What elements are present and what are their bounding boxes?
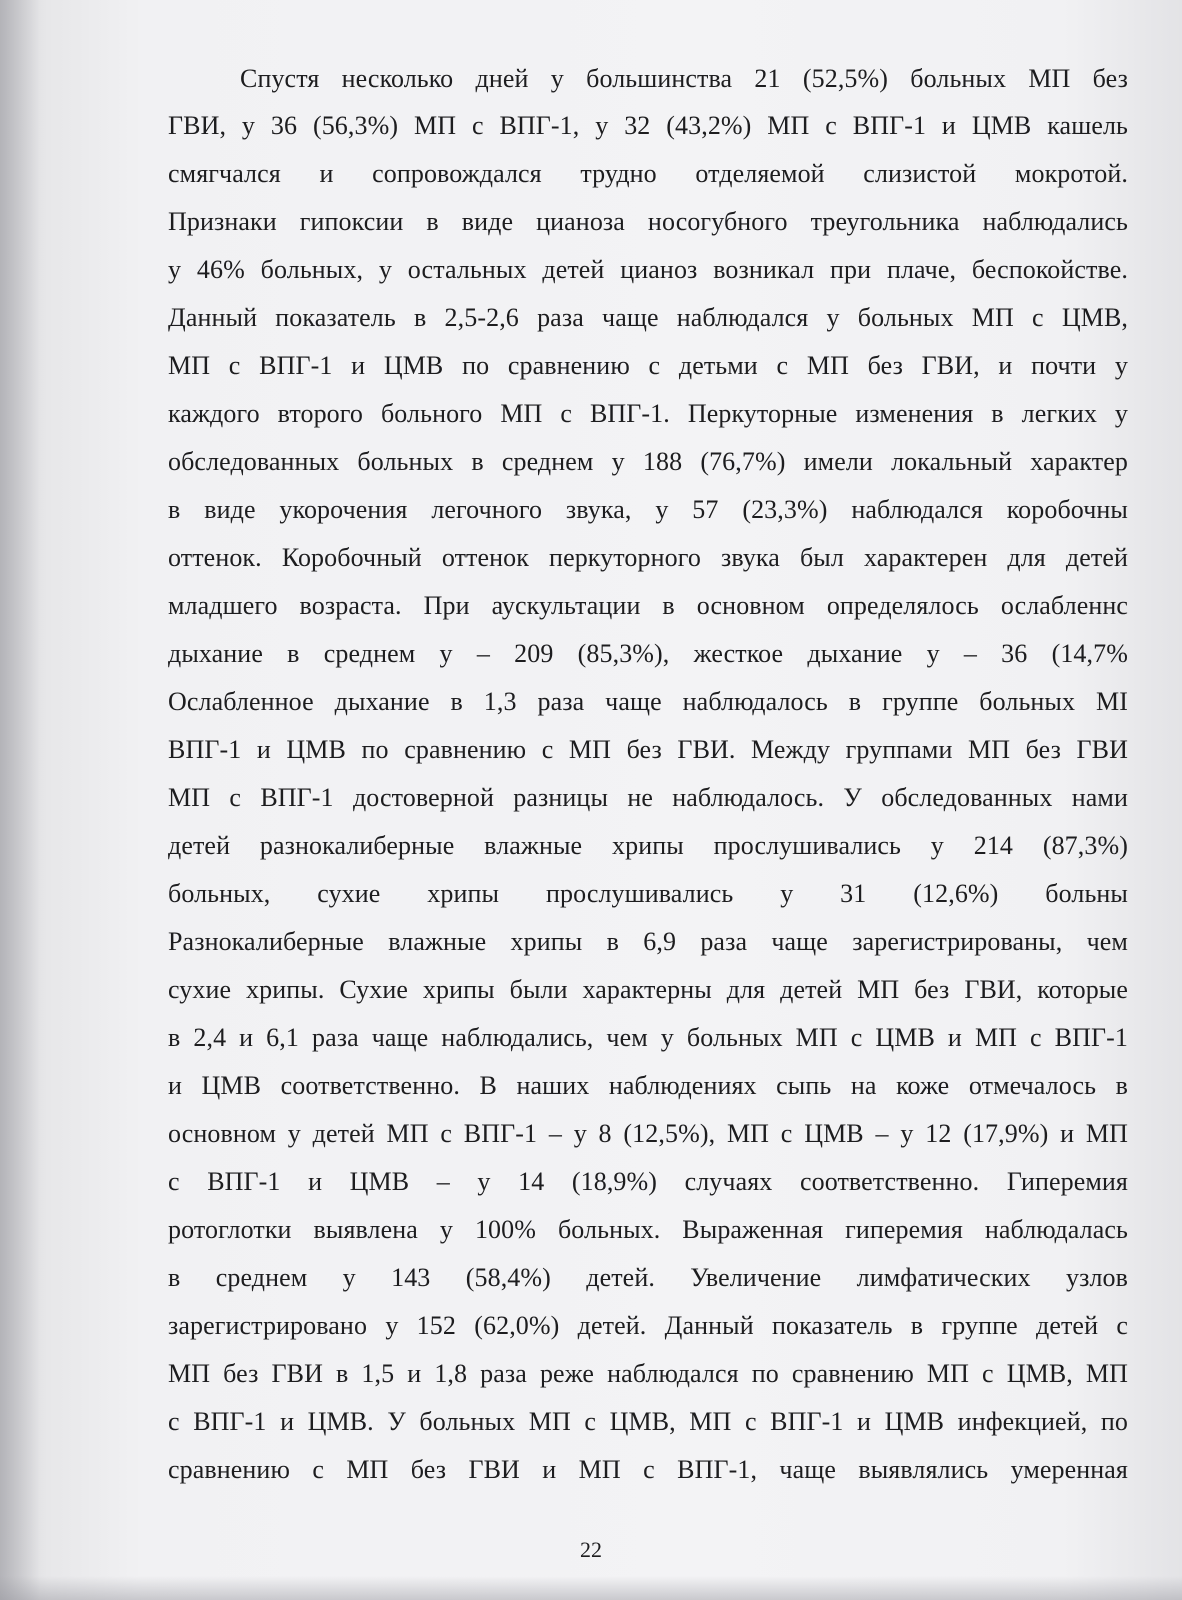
text-line: Признаки гипоксии в виде цианоза носогубного треугольника наблюдались <box>168 207 1128 236</box>
text-line: Спустя несколько дней у большинства 21 (52,5%) больных МП без <box>240 64 1128 93</box>
text-line: сравнению с МП без ГВИ и МП с ВПГ-1, чаще выявлялись умеренная <box>168 1455 1128 1484</box>
text-line: детей разнокалиберные влажные хрипы прослушивались у 214 (87,3%) <box>168 831 1128 860</box>
text-line: МП с ВПГ-1 достоверной разницы не наблюдалось. У обследованных нами <box>168 783 1128 812</box>
text-line: МП без ГВИ в 1,5 и 1,8 раза реже наблюдался по сравнению МП с ЦМВ, МП <box>168 1359 1128 1388</box>
text-line: МП с ВПГ-1 и ЦМВ по сравнению с детьми с МП без ГВИ, и почти у <box>168 351 1128 380</box>
text-line: ГВИ, у 36 (56,3%) МП с ВПГ-1, у 32 (43,2%) МП с ВПГ-1 и ЦМВ кашель <box>168 111 1128 140</box>
text-line: ротоглотки выявлена у 100% больных. Выраженная гиперемия наблюдалась <box>168 1215 1128 1244</box>
text-line: в 2,4 и 6,1 раза чаще наблюдались, чем у больных МП с ЦМВ и МП с ВПГ-1 <box>168 1023 1128 1052</box>
text-line: основном у детей МП с ВПГ-1 – у 8 (12,5%), МП с ЦМВ – у 12 (17,9%) и МП <box>168 1119 1128 1148</box>
text-line: младшего возраста. При аускультации в основном определялось ослабленнс <box>168 591 1128 620</box>
text-line: с ВПГ-1 и ЦМВ. У больных МП с ЦМВ, МП с ВПГ-1 и ЦМВ инфекцией, по <box>168 1407 1128 1436</box>
text-line: дыхание в среднем у – 209 (85,3%), жесткое дыхание у – 36 (14,7% <box>168 639 1128 668</box>
text-line: каждого второго больного МП с ВПГ-1. Перкуторные изменения в легких у <box>168 399 1128 428</box>
text-line: у 46% больных, у остальных детей цианоз возникал при плаче, беспокойстве. <box>168 255 1128 284</box>
text-line: Разнокалиберные влажные хрипы в 6,9 раза чаще зарегистрированы, чем <box>168 927 1128 956</box>
text-line: зарегистрировано у 152 (62,0%) детей. Данный показатель в группе детей с <box>168 1311 1128 1340</box>
text-line: ВПГ-1 и ЦМВ по сравнению с МП без ГВИ. Между группами МП без ГВИ <box>168 735 1128 764</box>
text-line: больных, сухие хрипы прослушивались у 31 (12,6%) больны <box>168 879 1128 908</box>
text-line: в виде укорочения легочного звука, у 57 (23,3%) наблюдался коробочны <box>168 495 1128 524</box>
text-line: сухие хрипы. Сухие хрипы были характерны для детей МП без ГВИ, которые <box>168 975 1128 1004</box>
page-number: 22 <box>580 1537 602 1562</box>
text-line: и ЦМВ соответственно. В наших наблюдениях сыпь на коже отмечалось в <box>168 1071 1128 1100</box>
text-line: в среднем у 143 (58,4%) детей. Увеличение лимфатических узлов <box>168 1263 1128 1292</box>
text-line: обследованных больных в среднем у 188 (76,7%) имели локальный характер <box>168 447 1128 476</box>
text-line: Ослабленное дыхание в 1,3 раза чаще наблюдалось в группе больных МІ <box>168 687 1128 716</box>
text-line: оттенок. Коробочный оттенок перкуторного звука был характерен для детей <box>168 543 1128 572</box>
text-line: с ВПГ-1 и ЦМВ – у 14 (18,9%) случаях соответственно. Гиперемия <box>168 1167 1128 1196</box>
text-line: Данный показатель в 2,5-2,6 раза чаще наблюдался у больных МП с ЦМВ, <box>168 303 1128 332</box>
text-line: смягчался и сопровождался трудно отделяемой слизистой мокротой. <box>168 159 1128 188</box>
